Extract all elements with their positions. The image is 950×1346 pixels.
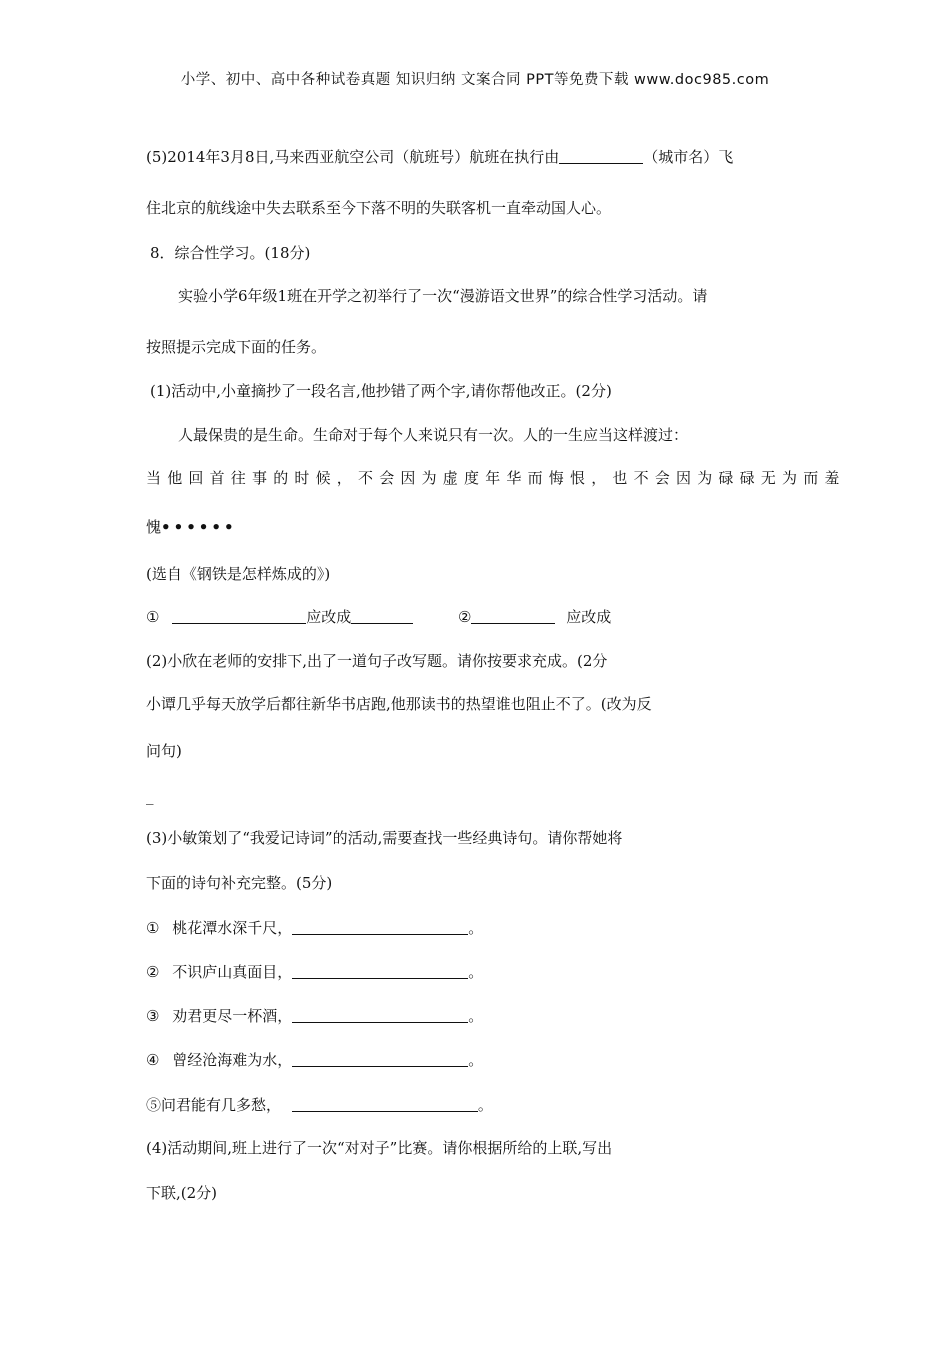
- correction-1-wrong-blank[interactable]: [172, 609, 306, 624]
- poem-end: 。: [468, 1051, 484, 1069]
- poem-item: [146, 918, 483, 938]
- poem-end: 。: [477, 1096, 493, 1114]
- q8-part3-prompt1: (3)小敏策划了“我爱记诗词”的活动,需要查找一些经典诗句。请你帮她将: [146, 829, 623, 847]
- q8-part3-prompt2: 下面的诗句补充完整。(5分): [146, 874, 333, 892]
- poem-end: 。: [468, 963, 484, 981]
- quote-line3-text: 愧: [146, 518, 162, 536]
- q8-part4-prompt1: (4)活动期间,班上进行了一次“对对子”比赛。请你根据所给的上联,写出: [146, 1139, 613, 1157]
- correction-1-right-blank[interactable]: [351, 609, 413, 624]
- quote-ellipsis: ••••••: [161, 518, 237, 536]
- quote-line1: 人最保贵的是生命。生命对于每个人来说只有一次。人的一生应当这样渡过：: [178, 426, 689, 444]
- page-header: 小学、初中、高中各种试卷真题 知识归纳 文案合同 PPT等免费下载 www.doc985.com: [180, 72, 770, 88]
- city-blank[interactable]: [559, 149, 643, 164]
- quote-line2: 当他回首往事的时候，不会因为虚度年华而悔恨，也不会因为碌碌无为而羞: [146, 469, 846, 487]
- rewrite-sentence-cont: 问句): [146, 742, 182, 760]
- correction-row: [146, 607, 611, 627]
- poem-number: ②: [146, 963, 160, 981]
- quote-source: (选自《钢铁是怎样炼成的》): [146, 565, 331, 583]
- q5-line1-text: (5)2014年3月8日,马来西亚航空公司（航班号）航班在执行由: [146, 148, 560, 166]
- poem-answer-blank[interactable]: [292, 1097, 478, 1112]
- poem-text: 劝君更尽一杯酒，: [172, 1007, 293, 1025]
- correction-2-number: ②: [458, 608, 472, 626]
- correction-2-wrong-blank[interactable]: [471, 609, 555, 624]
- q8-part1-prompt: (1)活动中,小童摘抄了一段名言,他抄错了两个字,请你帮他改正。(2分): [150, 382, 612, 400]
- poem-number: ④: [146, 1051, 160, 1069]
- q5-line1: [146, 147, 733, 167]
- rewrite-sentence: 小谭几乎每天放学后都往新华书店跑,他那读书的热望谁也阻止不了。(改为反: [146, 695, 652, 713]
- poem-number: ①: [146, 919, 160, 937]
- q8-title: 8．综合性学习。(18分): [150, 244, 311, 262]
- q8-part4-prompt2: 下联,(2分): [146, 1184, 218, 1202]
- rewrite-answer-mark[interactable]: _: [146, 787, 154, 805]
- poem-answer-blank[interactable]: [292, 1008, 468, 1023]
- correction-1-number: ①: [146, 608, 160, 626]
- poem-text: 问君能有几多愁，: [161, 1096, 282, 1114]
- poem-answer-blank[interactable]: [292, 964, 468, 979]
- poem-item: [146, 1050, 483, 1070]
- poem-text: 曾经沧海难为水，: [172, 1051, 293, 1069]
- poem-end: 。: [468, 919, 484, 937]
- poem-answer-blank[interactable]: [292, 920, 468, 935]
- poem-answer-blank[interactable]: [292, 1052, 468, 1067]
- q8-part2-prompt: (2)小欣在老师的安排下,出了一道句子改写题。请你按要求充成。(2分: [146, 652, 608, 670]
- q8-intro-line1: 实验小学6年级1班在开学之初举行了一次“漫游语文世界”的综合性学习活动。请: [178, 287, 708, 305]
- poem-end: 。: [468, 1007, 484, 1025]
- correction-1-label: 应改成: [306, 608, 352, 626]
- quote-line3: [146, 517, 237, 537]
- poem-text: 不识庐山真面目，: [172, 963, 293, 981]
- poem-text: 桃花潭水深千尺，: [172, 919, 293, 937]
- poem-item: [146, 962, 483, 982]
- q5-line2: 住北京的航线途中失去联系至今下落不明的失联客机一直牵动国人心。: [146, 199, 612, 217]
- poem-number: ③: [146, 1007, 160, 1025]
- poem-item: [146, 1006, 483, 1026]
- poem-number: ⑤: [146, 1096, 162, 1114]
- q8-intro-line2: 按照提示完成下面的任务。: [146, 338, 327, 356]
- q5-line1-suffix: （城市名）飞: [643, 148, 734, 166]
- correction-2-label: 应改成: [566, 608, 612, 626]
- poem-item: [146, 1095, 493, 1115]
